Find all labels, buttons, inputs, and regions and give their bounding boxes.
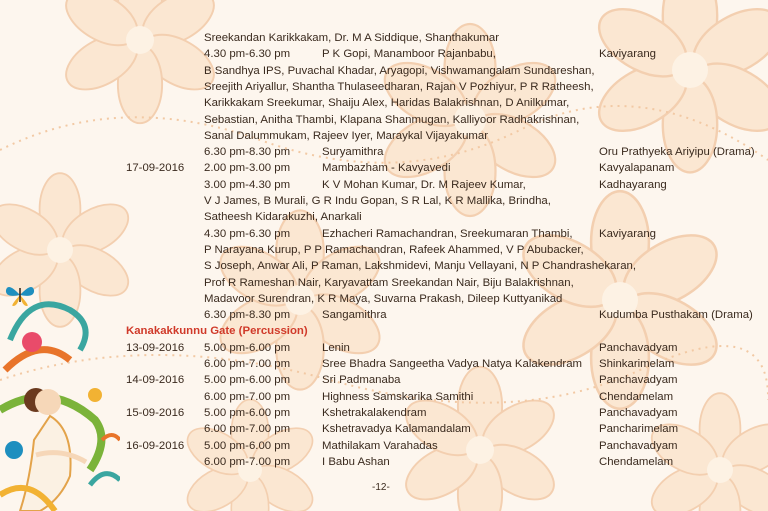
- entry-date: 13-09-2016: [126, 341, 185, 354]
- entry-performers: Mathilakam Varahadas: [322, 439, 438, 452]
- entry-time: 4.30 pm-6.30 pm: [204, 48, 291, 61]
- schedule-entry: [0, 438, 768, 454]
- entry-category: Kavyalapanam: [599, 162, 675, 175]
- entry-category: Shinkarimelam: [599, 358, 675, 370]
- continuation-text: Prof R Rameshan Nair, Karyavattam Sreekandan Nair, Biju Balakrishnan,: [204, 276, 574, 289]
- entry-time: 6.00 pm-7.00 pm: [204, 455, 291, 468]
- entry-time: 5.00 pm-6.00 pm: [204, 341, 291, 354]
- entry-performers: Sri Padmanaba: [322, 374, 401, 387]
- schedule-entry: [0, 454, 768, 470]
- entry-performers: Suryamithra: [322, 146, 384, 159]
- continuation-text: V J James, B Murali, G R Indu Gopan, S R Lal, K R Mallika, Brindha,: [204, 195, 551, 207]
- entry-date: 16-09-2016: [126, 439, 185, 452]
- page-footer: [0, 480, 768, 496]
- page-number: -12-: [372, 482, 390, 493]
- entry-time: 6.00 pm-7.00 pm: [204, 423, 291, 436]
- entry-category: Panchavadyam: [599, 374, 678, 387]
- venue-heading: [0, 323, 768, 339]
- entry-performers: K V Mohan Kumar, Dr. M Rajeev Kumar,: [322, 178, 526, 191]
- entry-performers: Sree Bhadra Sangeetha Vadya Natya Kalakendram: [322, 358, 583, 370]
- entry-time: 6.30 pm-8.30 pm: [204, 309, 291, 322]
- performer-continuation: [0, 291, 768, 307]
- continuation-text: Sreejith Ariyallur, Shantha Thulaseedharan, Rajan V Pozhiyur, P R Ratheesh,: [204, 80, 594, 93]
- entry-category: Panchavadyam: [599, 406, 678, 419]
- performer-continuation: [0, 95, 768, 111]
- entry-time: 6.00 pm-7.00 pm: [204, 390, 291, 403]
- entry-time: 6.00 pm-7.00 pm: [204, 358, 291, 370]
- entry-category: Pancharimelam: [599, 423, 679, 436]
- entry-performers: Kshetravadya Kalamandalam: [322, 423, 471, 436]
- entry-time: 3.00 pm-4.30 pm: [204, 178, 291, 191]
- schedule-entry: [0, 46, 768, 62]
- entry-performers: I Babu Ashan: [322, 455, 390, 468]
- performer-continuation: [0, 193, 768, 209]
- entry-category: Panchavadyam: [599, 439, 678, 452]
- entry-date: 17-09-2016: [126, 162, 185, 175]
- schedule-entry: [0, 144, 768, 160]
- performer-continuation: [0, 63, 768, 79]
- continuation-text: Karikkakam Sreekumar, Shaiju Alex, Haridas Balakrishnan, D Anilkumar,: [204, 97, 570, 110]
- entry-time: 5.00 pm-6.00 pm: [204, 406, 291, 419]
- entry-performers: Sangamithra: [322, 309, 387, 322]
- entry-category: Kaviyarang: [599, 227, 656, 240]
- continuation-text: Satheesh Kidarakuzhi, Anarkali: [204, 211, 362, 224]
- entry-category: Panchavadyam: [599, 341, 678, 354]
- performer-continuation: [0, 242, 768, 258]
- entry-time: 5.00 pm-6.00 pm: [204, 374, 291, 387]
- schedule-entry: [0, 372, 768, 388]
- performer-continuation: [0, 258, 768, 274]
- entry-date: 14-09-2016: [126, 374, 185, 387]
- entry-performers: Mambazham - Kavyavedi: [322, 162, 451, 175]
- entry-performers: Highness Samskarika Samithi: [322, 390, 474, 403]
- entry-performers: Ezhacheri Ramachandran, Sreekumaran Thambi,: [322, 227, 573, 240]
- entry-performers: Lenin: [322, 341, 350, 354]
- schedule-entry: [0, 307, 768, 323]
- performer-continuation: [0, 112, 768, 128]
- schedule-entry: [0, 177, 768, 193]
- performer-continuation: [0, 209, 768, 225]
- schedule-entry: [0, 226, 768, 242]
- schedule-entry: [0, 405, 768, 421]
- performer-continuation: [0, 128, 768, 144]
- venue-heading-text: Kanakakkunnu Gate (Percussion): [126, 325, 308, 338]
- performer-continuation: [0, 275, 768, 291]
- continuation-text: Sanal Dalummukam, Rajeev Iyer, Maraykal Vijayakumar: [204, 129, 489, 142]
- schedule-entry: [0, 356, 768, 372]
- entry-time: 6.30 pm-8.30 pm: [204, 146, 291, 159]
- entry-time: 5.00 pm-6.00 pm: [204, 439, 291, 452]
- entry-category: Kudumba Pusthakam (Drama): [599, 309, 753, 322]
- performer-continuation: [0, 30, 768, 46]
- schedule-entry: [0, 389, 768, 405]
- continuation-text: Sreekandan Karikkakam, Dr. M A Siddique, Shanthakumar: [204, 32, 500, 44]
- entry-category: Kadhayarang: [599, 178, 667, 191]
- entry-category: Chendamelam: [599, 390, 674, 403]
- continuation-text: P Narayana Kurup, P P Ramachandran, Rafeek Ahammed, V P Abubacker,: [204, 243, 584, 256]
- continuation-text: B Sandhya IPS, Puvachal Khadar, Aryagopi, Vishwamangalam Sundareshan,: [204, 64, 595, 77]
- entry-date: 15-09-2016: [126, 406, 185, 419]
- schedule-entry: [0, 340, 768, 356]
- schedule-entry: [0, 421, 768, 437]
- continuation-text: Madavoor Surendran, K R Maya, Suvarna Prakash, Dileep Kuttyanikad: [204, 292, 563, 305]
- entry-time: 2.00 pm-3.00 pm: [204, 162, 291, 175]
- performer-continuation: [0, 79, 768, 95]
- entry-performers: Kshetrakalakendram: [322, 406, 427, 419]
- schedule-entry: [0, 160, 768, 176]
- continuation-text: Sebastian, Anitha Thambi, Klapana Shanmugan, Kalliyoor Radhakrishnan,: [204, 113, 580, 126]
- continuation-text: S Joseph, Anwar Ali, P Raman, Lakshmidevi, Manju Vellayani, N P Chandrashekaran,: [204, 260, 637, 273]
- entry-performers: P K Gopi, Manamboor Rajanbabu,: [322, 48, 496, 61]
- entry-time: 4.30 pm-6.30 pm: [204, 227, 291, 240]
- entry-category: Kaviyarang: [599, 48, 656, 61]
- entry-category: Chendamelam: [599, 455, 674, 468]
- entry-category: Oru Prathyeka Ariyipu (Drama): [599, 146, 755, 159]
